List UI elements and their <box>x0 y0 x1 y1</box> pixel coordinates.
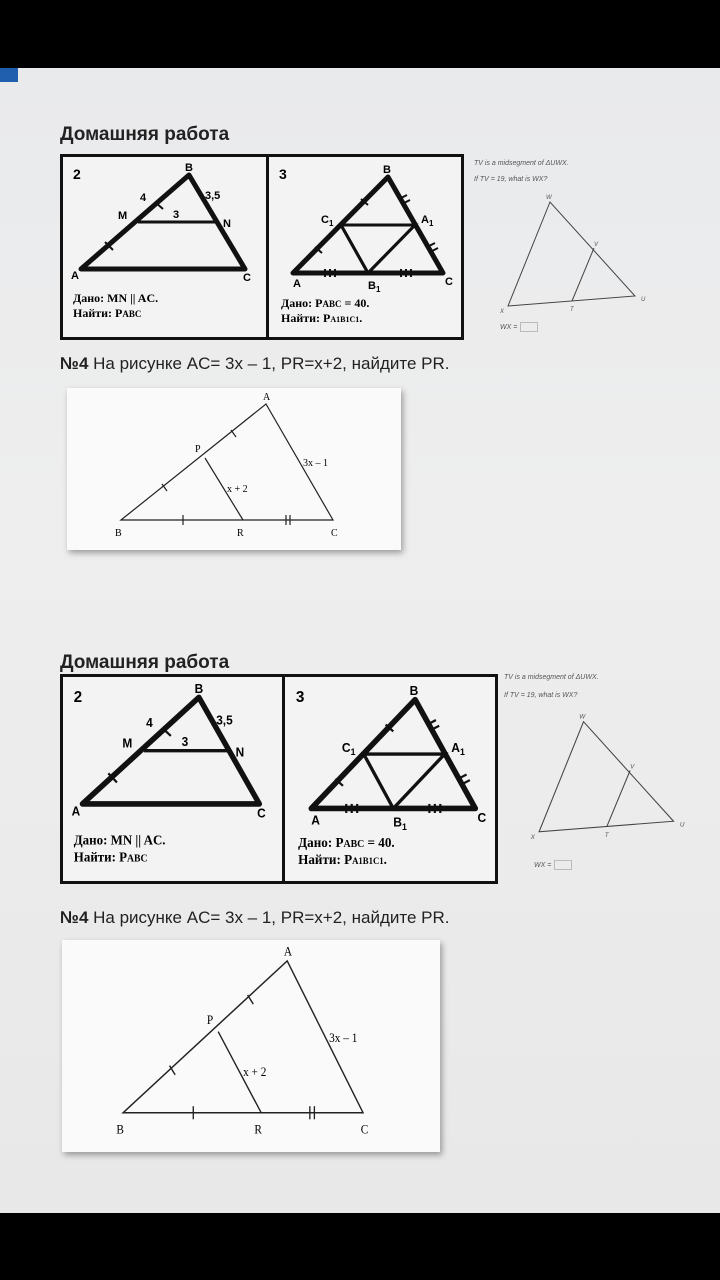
find-text: Найти: PABC <box>73 306 142 320</box>
length-bm: 4 <box>146 715 153 730</box>
side-note-line-2: If TV = 19, what is WX? <box>474 176 548 183</box>
given-text: Дано: PABC = 40. <box>281 296 370 310</box>
vertex-c: C <box>477 810 487 826</box>
vertex-a1: $A_1$ <box>421 214 434 228</box>
problem-2-number: 2 <box>73 688 83 707</box>
given-text: Дано: PABC = 40. <box>298 834 395 851</box>
vertex-w: W <box>579 713 586 721</box>
problem-3-box <box>282 674 498 884</box>
triangle-abc <box>121 404 333 520</box>
find-text: Найти: PABC <box>73 849 148 865</box>
vertex-b1: $B_1$ <box>368 280 381 294</box>
tick-mark <box>231 430 236 437</box>
background-bottom <box>0 1213 720 1280</box>
vertex-u: U <box>679 821 685 829</box>
vertex-b: B <box>185 162 193 174</box>
problem-2-box <box>60 674 285 884</box>
triangle-abc <box>123 961 363 1113</box>
vertex-c1: $C_1$ <box>321 214 334 228</box>
side-triangle-figure <box>520 706 700 856</box>
vertex-b: B <box>194 681 204 696</box>
wx-answer-box[interactable] <box>554 860 572 870</box>
length-mn: 3 <box>173 209 180 221</box>
homework-copy-2 <box>0 646 720 1186</box>
vertex-c1: $C_1$ <box>341 740 356 758</box>
vertex-c: C <box>243 272 251 284</box>
vertex-b1: $B_1$ <box>393 815 407 833</box>
label-ac: 3x – 1 <box>329 1030 358 1046</box>
vertex-v: V <box>594 242 599 248</box>
vertex-b: B <box>116 1121 124 1137</box>
triangle-uwx <box>539 722 673 832</box>
vertex-a: A <box>311 813 320 828</box>
side-note-line-1: TV is a midsegment of ΔUWX. <box>504 674 599 681</box>
problem-4-figure <box>62 940 440 1152</box>
length-bm: 4 <box>140 192 147 204</box>
vertex-n: N <box>235 745 245 760</box>
vertex-b: B <box>383 164 391 176</box>
problem-2-box <box>60 154 269 340</box>
label-pr: x + 2 <box>227 484 248 495</box>
vertex-n: N <box>223 218 231 230</box>
wx-answer-label: WX = <box>534 860 572 870</box>
vertex-r: R <box>237 528 244 539</box>
vertex-a: A <box>71 803 81 819</box>
section-title: Домашняя работа <box>60 652 230 673</box>
problem-3-number: 3 <box>279 166 287 182</box>
problem-2-number: 2 <box>73 166 81 182</box>
medial-triangle <box>341 225 415 273</box>
label-ac: 3x – 1 <box>303 458 328 469</box>
side-triangle-figure <box>490 188 660 328</box>
problem-3-box <box>266 154 464 340</box>
vertex-a1: $A_1$ <box>451 740 465 758</box>
section-title: Домашняя работа <box>60 124 230 145</box>
midsegment <box>341 225 368 273</box>
problem-4-statement: №4 На рисунке AC= 3x – 1, PR=x+2, найдите PR. <box>60 908 450 927</box>
wx-answer-box[interactable] <box>520 322 538 332</box>
problem-2-figure <box>63 677 282 881</box>
problem-4-statement: №4 На рисунке AC= 3x – 1, PR=x+2, найдите PR. <box>60 354 450 373</box>
vertex-a: A <box>263 392 271 403</box>
vertex-b: B <box>409 683 419 699</box>
find-text: Найти: PA1B1C1. <box>281 311 363 325</box>
segment-tv <box>607 770 630 826</box>
vertex-a: A <box>71 270 79 282</box>
problem-2-figure <box>63 157 266 337</box>
length-mn: 3 <box>181 734 189 750</box>
label-pr: x + 2 <box>243 1064 267 1080</box>
side-note-line-2: If TV = 19, what is WX? <box>504 692 578 699</box>
vertex-t: T <box>604 832 609 840</box>
midsegment <box>368 225 415 273</box>
vertex-p: P <box>195 444 201 455</box>
triangle-uwx <box>508 202 635 306</box>
vertex-x: X <box>530 834 535 842</box>
vertex-p: P <box>206 1011 214 1027</box>
medial-triangle <box>364 754 445 808</box>
length-bn: 3,5 <box>216 713 233 728</box>
vertex-c: C <box>257 806 266 821</box>
problem-3-number: 3 <box>295 688 305 707</box>
vertex-a: A <box>283 943 292 959</box>
problem-4-figure-box <box>62 940 440 1152</box>
given-text: Дано: MN || AC. <box>73 832 166 848</box>
vertex-t: T <box>570 307 574 313</box>
homework-copy-1 <box>0 118 720 658</box>
find-text: Найти: PA1B1C1. <box>298 851 387 868</box>
problem-3-figure <box>285 677 495 881</box>
wx-answer-label: WX = <box>500 322 538 332</box>
vertex-u: U <box>641 297 646 303</box>
side-note-line-1: TV is a midsegment of ΔUWX. <box>474 160 569 167</box>
length-bn: 3,5 <box>205 190 221 202</box>
vertex-v: V <box>630 763 635 771</box>
vertex-c: C <box>331 528 338 539</box>
problem-4-figure-box <box>67 388 401 550</box>
vertex-c: C <box>445 276 453 288</box>
vertex-r: R <box>254 1121 262 1137</box>
given-text: Дано: MN || AC. <box>73 291 159 305</box>
vertex-m: M <box>122 735 133 751</box>
background-edge <box>0 68 18 82</box>
vertex-m: M <box>118 210 128 222</box>
vertex-x: X <box>500 309 505 315</box>
vertex-a: A <box>293 278 301 290</box>
tick-mark <box>248 995 254 1004</box>
vertex-c: C <box>360 1121 369 1137</box>
segment-tv <box>572 248 594 301</box>
vertex-w: W <box>546 195 552 201</box>
problem-3-figure <box>269 157 461 337</box>
problem-4-figure <box>67 388 401 550</box>
vertex-b: B <box>115 528 122 539</box>
